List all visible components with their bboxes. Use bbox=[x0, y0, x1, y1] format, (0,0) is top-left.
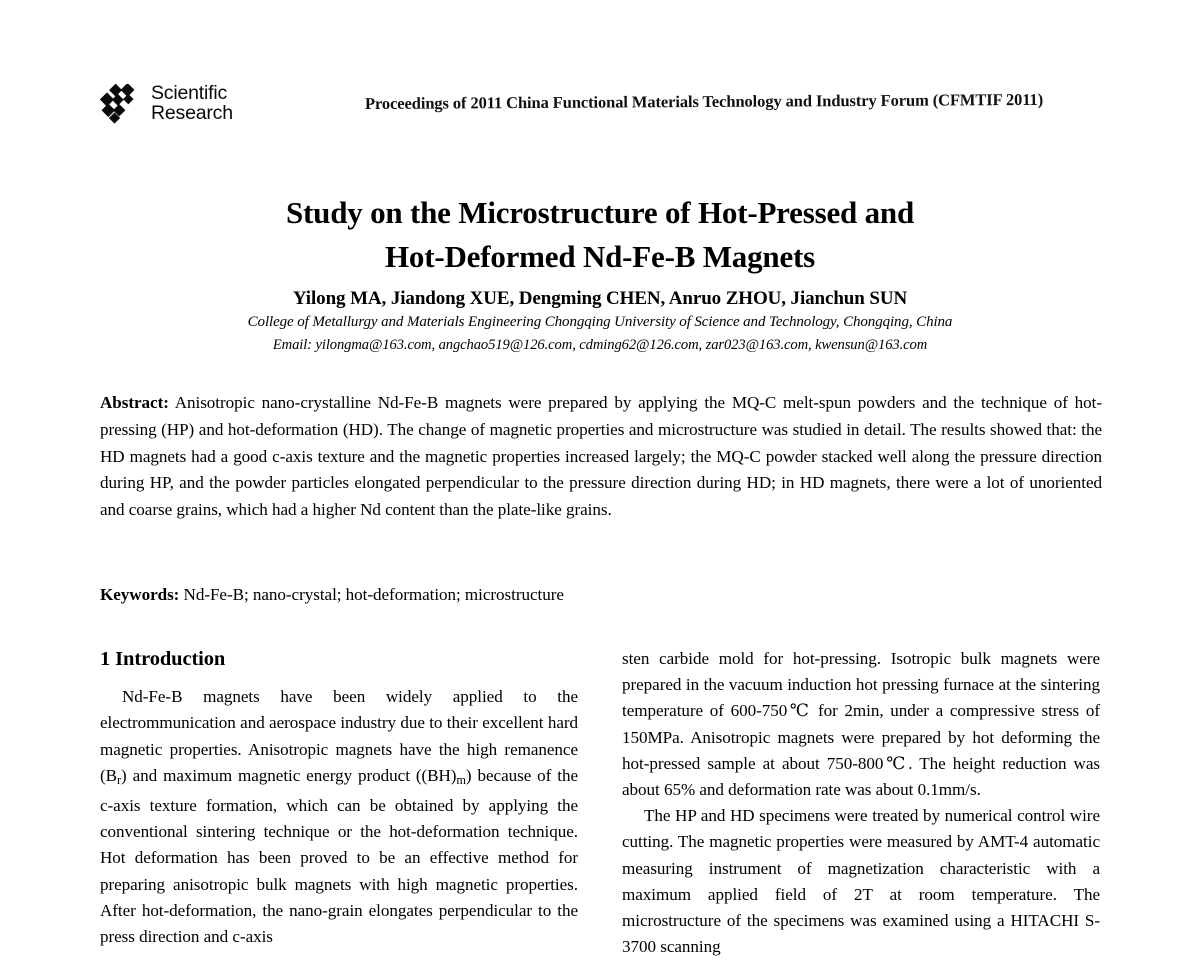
remanence-subscript: r bbox=[117, 772, 122, 787]
author-emails: Email: yilongma@163.com, angchao519@126.com, cdming62@126.com, zar023@163.com, kwensun@163.com bbox=[272, 337, 928, 353]
page-header bbox=[0, 82, 1200, 138]
keywords-label: Keywords: bbox=[100, 585, 180, 604]
author-list: Yilong MA, Jiandong XUE, Dengming CHEN, Anruo ZHOU, Jianchun SUN bbox=[292, 288, 908, 309]
publisher-name-line2: Research bbox=[151, 102, 233, 124]
paper-title-line1: Study on the Microstructure of Hot-Pressed and bbox=[286, 194, 914, 230]
abstract-label: Abstract: bbox=[100, 393, 169, 412]
intro-text-part1: Nd-Fe-B magnets have been widely applied to the electrommunication and aerospace industry due to their excellent hard magnetic properties. Anisotropic magnets have the high remanence (B bbox=[100, 687, 578, 785]
author-affiliation: College of Metallurgy and Materials Engineering Chongqing University of Science and Technology, Chongqing, China bbox=[247, 314, 953, 330]
publisher-name-line1: Scientific bbox=[151, 82, 228, 105]
body-column-left bbox=[100, 646, 578, 950]
energy-product-subscript: m bbox=[456, 772, 466, 787]
publisher-name bbox=[151, 84, 233, 124]
intro-text-part2: ) and maximum magnetic energy product ((BH) bbox=[121, 765, 457, 785]
experimental-paragraph-continued: sten carbide mold for hot-pressing. Isotropic bulk magnets were prepared in the vacuum induction hot pressing furnace at the sintering temperature of 600-750℃ for 2min, under a compressive stress of 150MPa. Anisotropic magnets were prepared by hot deforming the hot-pressed sample at about 750-800℃. The height reduction was about 65% and deformation rate was about 0.1mm/s. bbox=[622, 649, 1100, 800]
paper-title-line2: Hot-Deformed Nd-Fe-B Magnets bbox=[384, 238, 815, 274]
body-column-right bbox=[622, 646, 1100, 960]
section-heading-introduction: 1 Introduction bbox=[100, 648, 226, 670]
intro-paragraph bbox=[100, 684, 578, 950]
proceedings-line: Proceedings of 2011 China Functional Materials Technology and Industry Forum (CFMTIF 2011) bbox=[364, 89, 1044, 113]
scientific-research-diamond-logo-icon bbox=[100, 84, 144, 124]
publisher-logo bbox=[100, 84, 233, 124]
keywords-block bbox=[100, 582, 1102, 608]
keywords-text: Nd-Fe-B; nano-crystal; hot-deformation; microstructure bbox=[179, 585, 564, 604]
abstract-text: Anisotropic nano-crystalline Nd-Fe-B magnets were prepared by applying the MQ-C melt-spun powders and the technique of hot-pressing (HP) and hot-deformation (HD). The change of magnetic properties and microstructure was studied in detail. The results showed that: the HD magnets had a good c-axis texture and the magnetic properties increased largely; the MQ-C powder stacked well along the pressure direction during HP, and the powder particles elongated perpendicular to the pressure direction during HD; in HD magnets, there were a lot of unoriented and coarse grains, which had a higher Nd content than the plate-like grains. bbox=[100, 393, 1102, 520]
abstract-block bbox=[100, 390, 1102, 524]
experimental-paragraph-next: The HP and HD specimens were treated by numerical control wire cutting. The magnetic properties were measured by AMT-4 automatic measuring instrument of magnetization characteristic with a maximum applied field of 2T at room temperature. The microstructure of the specimens was examined using a HITACHI S-3700 scanning bbox=[622, 806, 1100, 957]
intro-text-part3: ) because of the c-axis texture formation, which can be obtained by applying the conventional sintering technique or the hot-deformation technique. Hot deformation has been proved to be an effective method for preparing anisotropic bulk magnets with high magnetic properties. After hot-deformation, the nano-grain elongates perpendicular to the press direction and c-axis bbox=[100, 765, 578, 946]
paper-title bbox=[100, 191, 1100, 279]
